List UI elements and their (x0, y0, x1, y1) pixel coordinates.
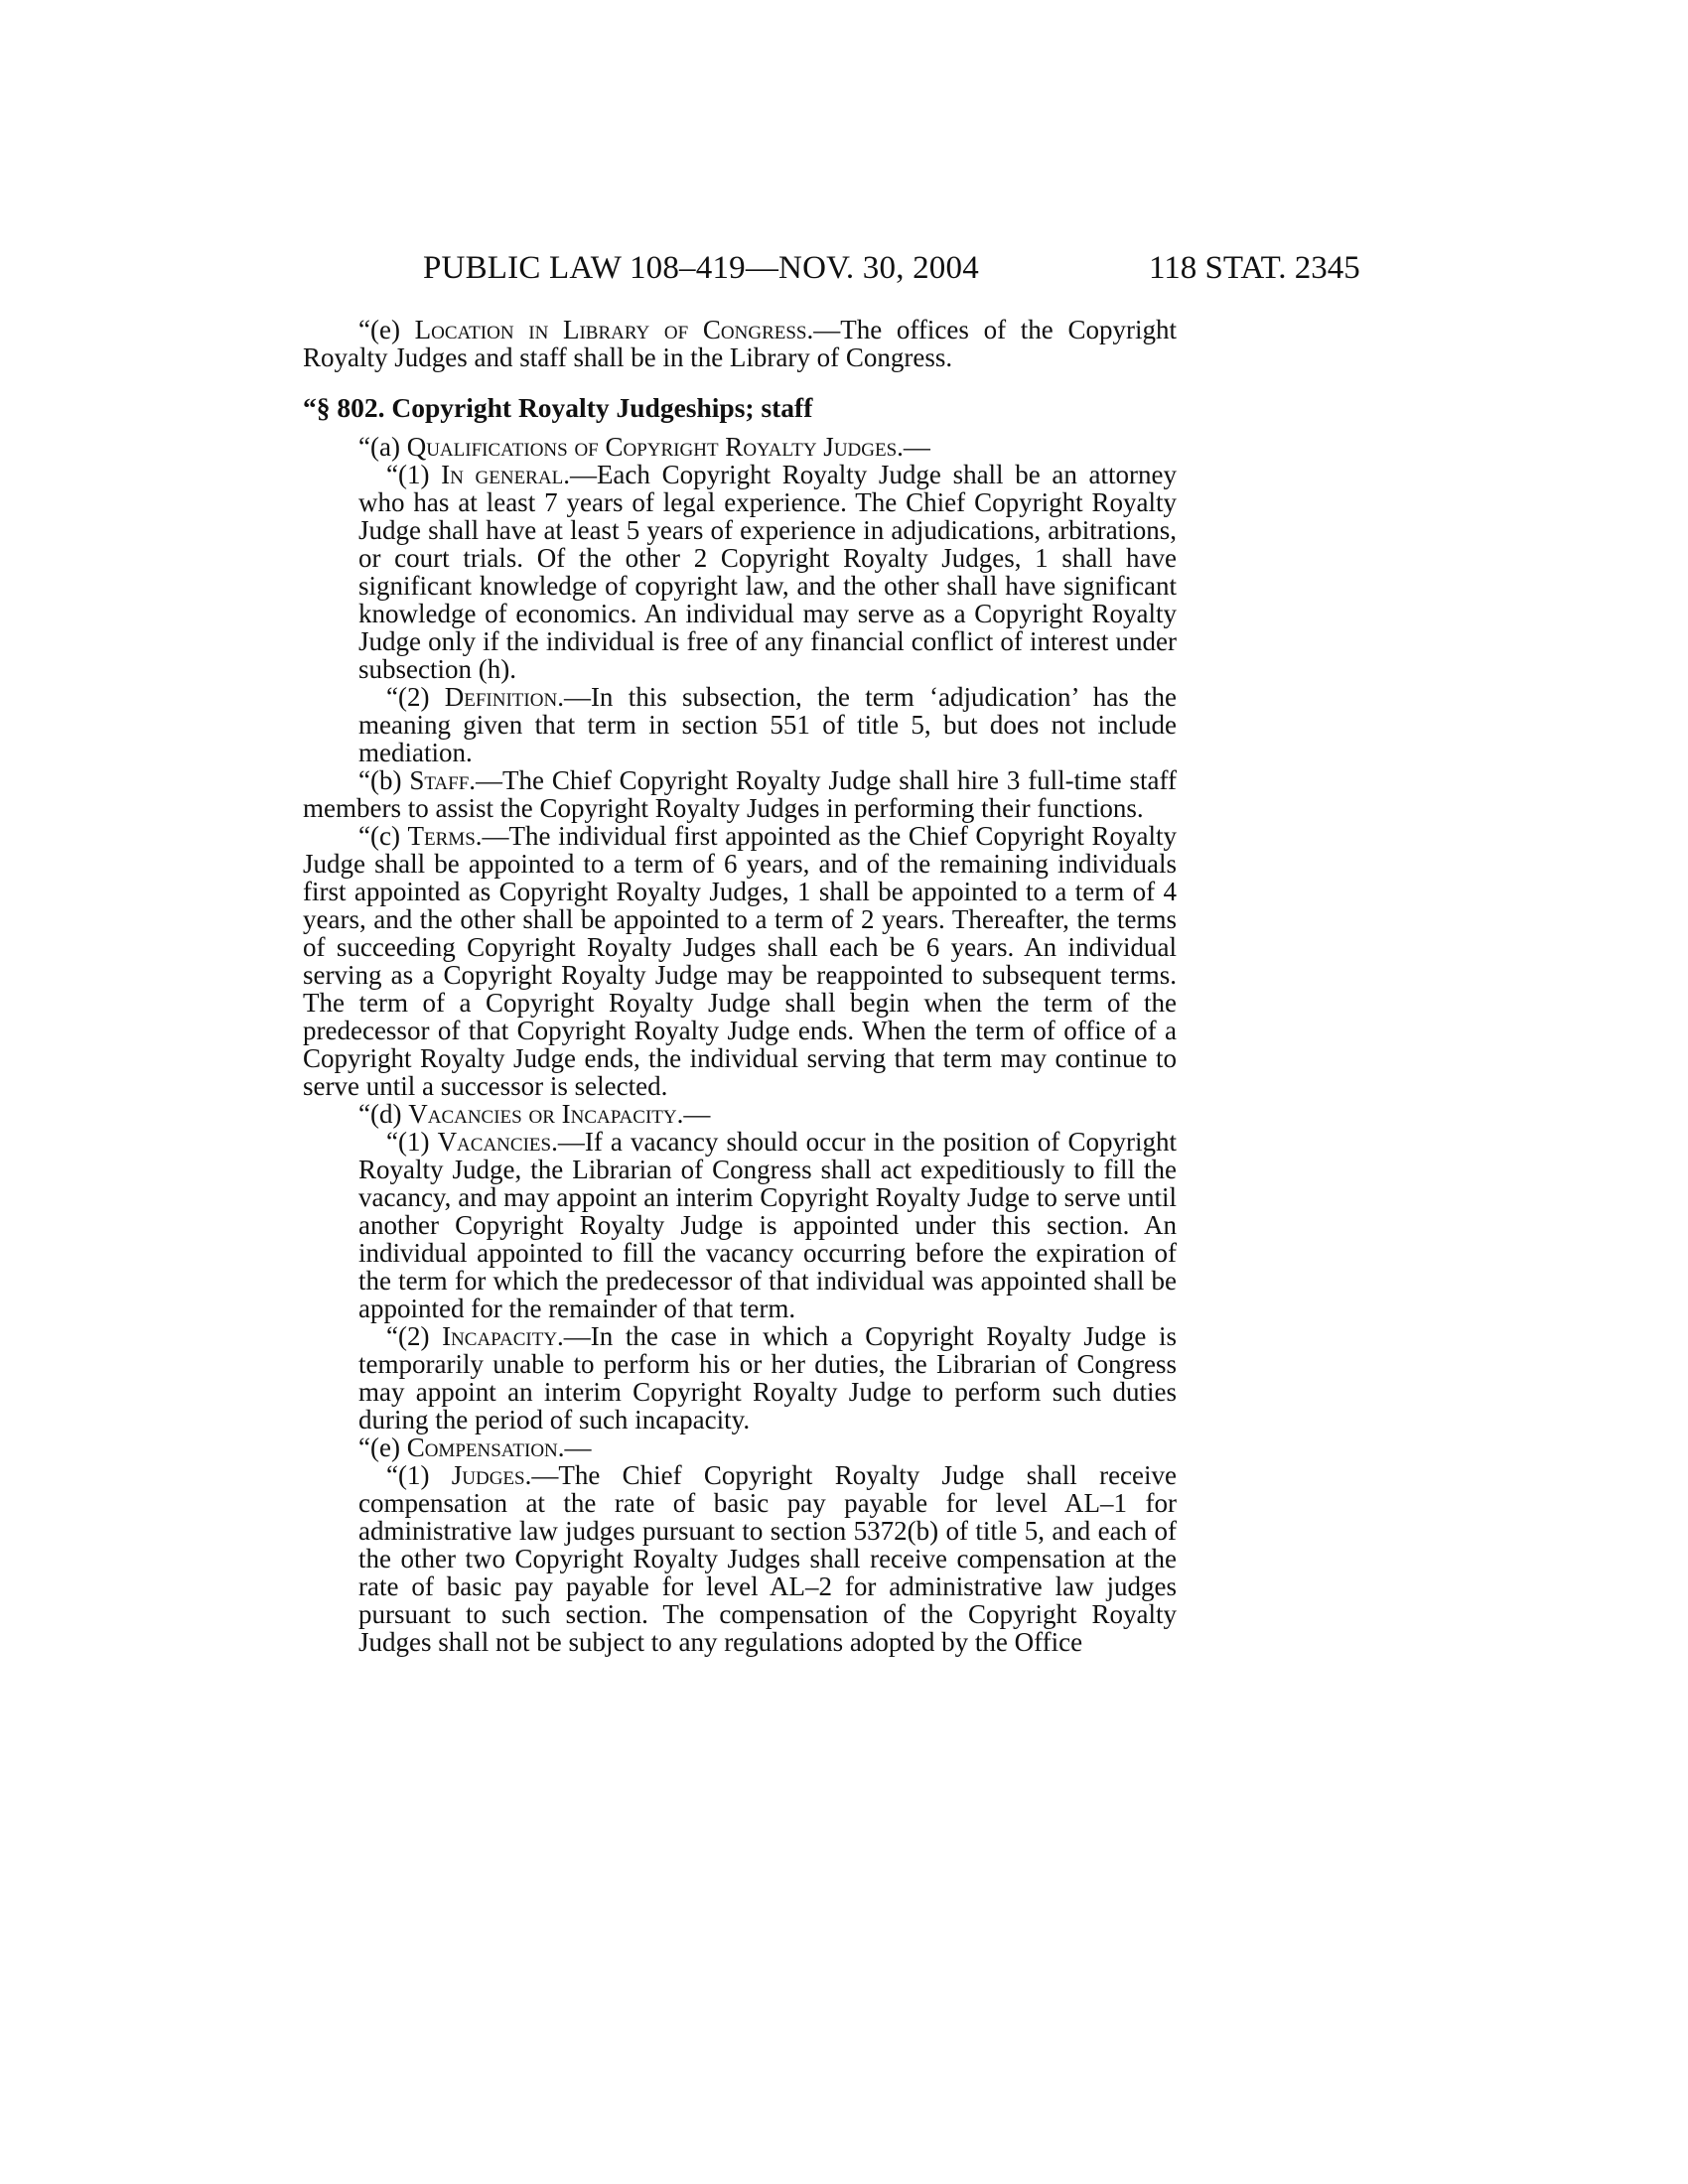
paragraph-heading: Compensation (406, 1433, 558, 1462)
paragraph-heading: Staff (409, 765, 470, 795)
paragraph-heading: Vacancies (437, 1127, 552, 1157)
paragraph-d (303, 1100, 1177, 1128)
paragraph-c (303, 822, 1177, 1100)
paragraph-heading: Terms (407, 821, 476, 851)
paragraph-text: .—The offices of the Copyright Royalty Judges and staff shall be in the Library of Congress. (303, 315, 1177, 372)
paragraph-text: .—The Chief Copyright Royalty Judge shall receive compensation at the rate of basic pay payable for level AL–1 for administrative law judges pursuant to section 5372(b) of title 5, and each of the other two Copyright Royalty Judges shall receive compensation at the rate of basic pay payable for level AL–2 for administrative law judges pursuant to such section. The compensation of the Copyright Royalty Judges shall not be subject to any regulations adopted by the Office (358, 1460, 1178, 1657)
paragraph-text: .— (557, 1433, 592, 1462)
paragraph-text: .— (897, 432, 930, 462)
paragraph-heading: Location in Library of Congress (414, 315, 807, 344)
paragraph-b (303, 766, 1177, 822)
paragraph-number: “(a) (358, 432, 407, 462)
paragraph-text: .—The individual first appointed as the Chief Copyright Royalty Judge shall be appointed to a term of 6 years, and of the remaining individuals first appointed as Copyright Royalty Judges, 1 shall be appointed to a term of 4 years, and the other shall be appointed to a term of 2 years. Thereafter, the terms of succeeding Copyright Royalty Judges shall each be 6 years. An individual serving as a Copyright Royalty Judge may be reappointed to subsequent terms. The term of a Copyright Royalty Judge shall begin when the term of the predecessor of that Copyright Royalty Judge ends. When the term of office of a Copyright Royalty Judge ends, the individual serving that term may continue to serve until a successor is selected. (303, 821, 1178, 1101)
paragraph-heading: Vacancies or Incapacity (408, 1099, 677, 1129)
paragraph-a-2 (303, 683, 1177, 766)
paragraph-d-2 (303, 1322, 1177, 1433)
paragraph-number: “(1) (386, 460, 442, 489)
paragraph-text: .—In the case in which a Copyright Royalty Judge is temporarily unable to perform his or her duties, the Librarian of Congress may appoint an interim Copyright Royalty Judge to perform such duties during the period of such incapacity. (358, 1321, 1178, 1434)
paragraph-number: “(e) (358, 1433, 407, 1462)
paragraph-number: “(2) (386, 682, 445, 712)
paragraph-number: “(1) (386, 1460, 452, 1490)
paragraph-heading: Incapacity (442, 1321, 558, 1351)
document-body (303, 316, 1177, 1656)
paragraph-number: “(1) (386, 1127, 438, 1157)
running-header-title: PUBLIC LAW 108–419—NOV. 30, 2004 (423, 250, 979, 286)
paragraph-e-compensation (303, 1433, 1177, 1461)
stat-page-reference: 118 STAT. 2345 (1149, 250, 1360, 286)
paragraph-d-1 (303, 1128, 1177, 1322)
section-heading: “§ 802. Copyright Royalty Judgeships; staff (303, 392, 813, 423)
paragraph-heading: Definition (444, 682, 558, 712)
paragraph-text: .—Each Copyright Royalty Judge shall be an attorney who has at least 7 years of legal experience. The Chief Copyright Royalty Judge shall have at least 5 years of experience in adjudications, arbitrations, or court trials. Of the other 2 Copyright Royalty Judges, 1 shall have significant knowledge of copyright law, and the other shall have significant knowledge of economics. An individual may serve as a Copyright Royalty Judge only if the individual is free of any financial conflict of interest under subsection (h). (358, 460, 1178, 684)
paragraph-number: “(b) (358, 765, 410, 795)
paragraph-text: .—In this subsection, the term ‘adjudication’ has the meaning given that term in section 551 of title 5, but does not include mediation. (358, 682, 1177, 767)
paragraph-text: .—The Chief Copyright Royalty Judge shall hire 3 full-time staff members to assist the Copyright Royalty Judges in performing their functions. (303, 765, 1177, 823)
paragraph-text: .— (676, 1099, 711, 1129)
paragraph-number: “(d) (358, 1099, 409, 1129)
paragraph-number: “(e) (358, 315, 415, 344)
paragraph-heading: In general (441, 460, 564, 489)
paragraph-a-1 (303, 461, 1177, 683)
paragraph-text: .—If a vacancy should occur in the position of Copyright Royalty Judge, the Librarian of Congress shall act expeditiously to fill the vacancy, and may appoint an interim Copyright Royalty Judge to serve until another Copyright Royalty Judge is appointed under this section. An individual appointed to fill the vacancy occurring before the expiration of the term for which the predecessor of that individual was appointed shall be appointed for the remainder of that term. (358, 1127, 1177, 1323)
paragraph-e-1 (303, 1461, 1177, 1656)
paragraph-a (303, 433, 1177, 461)
paragraph-heading: Judges (451, 1460, 525, 1490)
paragraph-e-location (303, 316, 1177, 371)
paragraph-heading: Qualifications of Copyright Royalty Judges (406, 432, 898, 462)
paragraph-number: “(2) (386, 1321, 443, 1351)
paragraph-number: “(c) (358, 821, 408, 851)
